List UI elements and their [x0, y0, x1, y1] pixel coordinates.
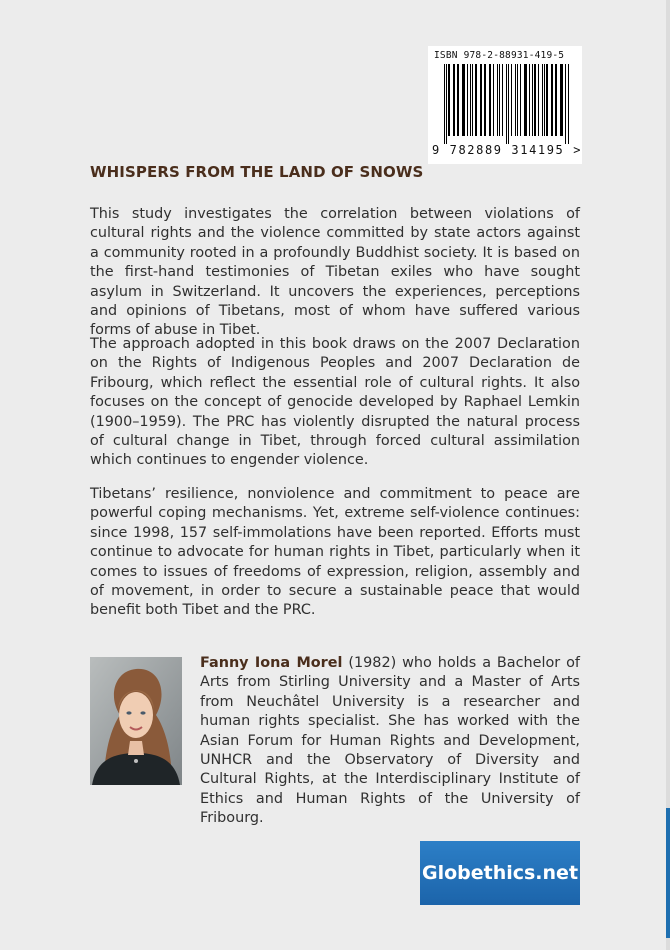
barcode-bar [490, 64, 491, 136]
isbn-label: ISBN 978-2-88931-419-5 [434, 50, 565, 61]
barcode-bar [542, 64, 543, 136]
author-bio-text: (1982) who holds a Bachelor of Arts from Stirling University and a Master of Arts from Neuchâtel University is a researcher and human rights specialist. She has worked with the Asian Forum for Human Rights and Development, UNHCR and the Observatory of Diversity and Cultural Rights, at the Interdisciplinary Institute of Ethics and Human Rights of the University of Fribourg. [200, 655, 580, 827]
barcode-bar [525, 64, 526, 136]
barcode-bar [529, 64, 530, 136]
logo-text: Globethics.net [421, 862, 579, 884]
barcode-bar [508, 64, 510, 144]
barcode-bar [502, 64, 503, 136]
barcode-bar [532, 64, 533, 136]
barcode-bar [444, 64, 445, 144]
barcode-bar [520, 64, 521, 136]
barcode-bar [454, 64, 455, 136]
barcode-bar [446, 64, 447, 144]
barcode-bar [448, 64, 449, 136]
barcode-bar [467, 64, 468, 136]
barcode-bar [552, 64, 553, 136]
author-photo [90, 657, 182, 785]
barcode-bar [499, 64, 500, 136]
barcode-bar [538, 64, 539, 136]
barcode-bar [480, 64, 481, 136]
barcode-bar [481, 64, 482, 136]
barcode-bar [475, 64, 476, 136]
barcode-bar [560, 64, 561, 136]
barcode-bar [511, 64, 512, 136]
barcode-bar [489, 64, 490, 136]
description-paragraph-2: The approach adopted in this book draws on the 2007 Declaration on the Rights of Indigenous Peoples and 2007 Declaration de Fribourg, which reflect the essential role of cultural rights. It also focuses on the concept of genocide developed by Raphael Lemkin (1900–1959). The PRC has violently disrupted the natural process of cultural change in Tibet, through forced cultural assimilation which continues to engender violence. [90, 336, 580, 469]
barcode-bar [565, 64, 566, 144]
barcode-bar [497, 64, 498, 136]
barcode-bar [506, 64, 507, 144]
globethics-logo[interactable] [420, 841, 580, 905]
book-title: WHISPERS FROM THE LAND OF SNOWS [90, 163, 424, 181]
cover-edge-strip [666, 0, 670, 950]
barcode-bar [472, 64, 473, 136]
edge-blue-mark [666, 808, 670, 938]
barcode-bars [444, 64, 570, 144]
barcode-bar [515, 64, 516, 136]
isbn-barcode [428, 46, 582, 164]
barcode-bar [544, 64, 545, 136]
author-bio [200, 654, 580, 829]
barcode-bar [546, 64, 547, 136]
barcode-bar [555, 64, 557, 136]
barcode-bar [453, 64, 454, 136]
author-name: Fanny Iona Morel [200, 655, 343, 671]
barcode-bar [493, 64, 494, 136]
barcode-digits: 9 782889 314195 > [432, 143, 583, 157]
barcode-bar [517, 64, 518, 136]
barcode-bar [561, 64, 562, 136]
description-paragraph-3: Tibetans’ resilience, nonviolence and commitment to peace are powerful coping mechanisms. Yet, extreme self-violence continues: since 1998, 157 self-immolations have been reported. Efforts must continue to advocate for human rights in Tibet, particularly when it comes to issues of freedoms of expression, religion, assembly and of movement, in order to secure a sustainable peace that would benefit both Tibet and the PRC. [90, 486, 580, 619]
barcode-bar [524, 64, 525, 136]
barcode-bar [484, 64, 486, 136]
barcode-bar [463, 64, 464, 136]
barcode-bar [568, 64, 569, 144]
barcode-bar [551, 64, 552, 136]
barcode-bar [534, 64, 536, 136]
barcode-bar [470, 64, 471, 136]
barcode-bar [457, 64, 459, 136]
barcode-bar [462, 64, 463, 136]
description-paragraph-1: This study investigates the correlation between violations of cultural rights and the violence committed by state actors against a community rooted in a profoundly Buddhist society. It is based on the first-hand testimonies of Tibetan exiles who have sought asylum in Switzerland. It uncovers the experiences, perceptions and opinions of Tibetans, most of whom have suffered various forms of abuse in Tibet. [90, 206, 580, 339]
